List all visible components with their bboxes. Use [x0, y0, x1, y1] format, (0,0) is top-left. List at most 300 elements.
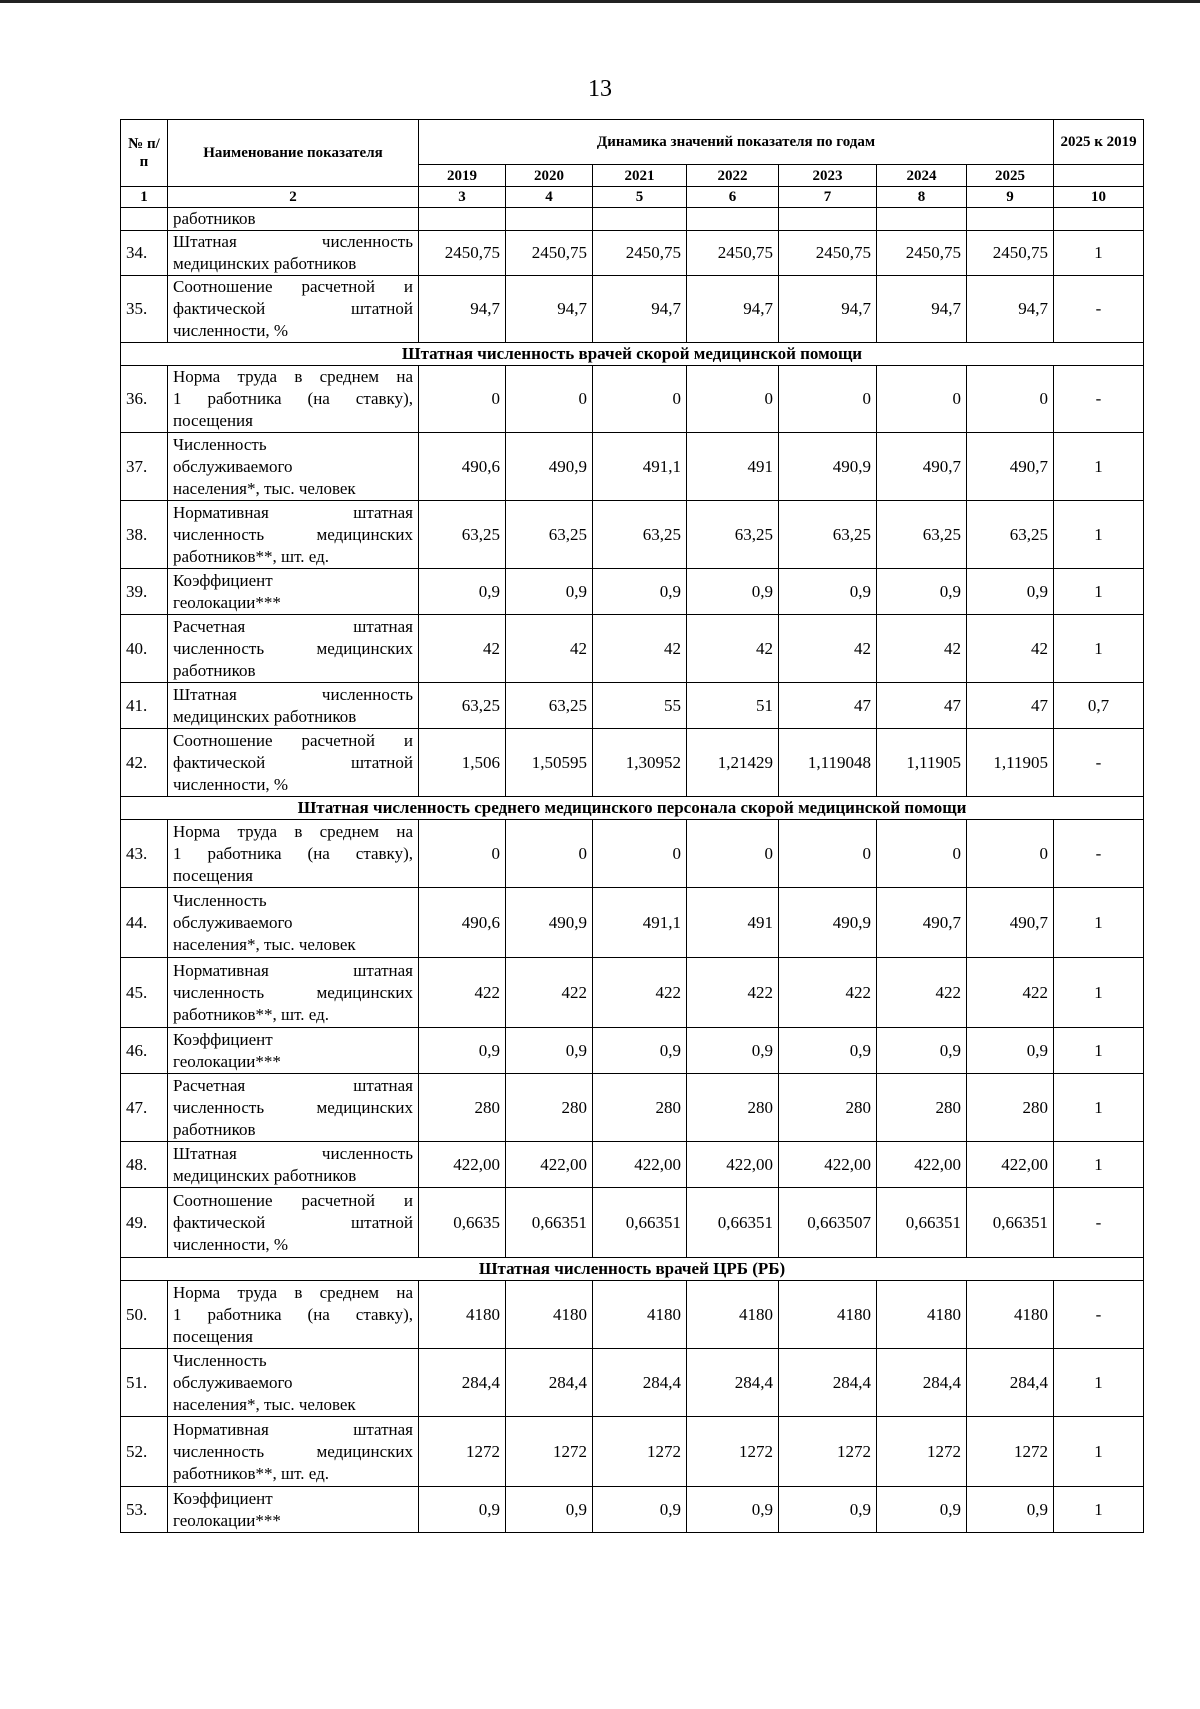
value-cell: 63,25: [593, 501, 687, 569]
value-cell: 491,1: [593, 433, 687, 501]
value-cell: 94,7: [779, 276, 877, 343]
indicator-name-line: Расчетная штатная: [173, 616, 413, 636]
ratio-cell: -: [1054, 1188, 1144, 1258]
value-cell: [506, 208, 593, 231]
ratio-cell: 1: [1054, 1074, 1144, 1142]
indicator-name-line: Штатная численность: [173, 232, 413, 251]
ratio-cell: 1: [1054, 1028, 1144, 1074]
indicator-name-line: численности, %: [173, 321, 289, 340]
row-number: 53.: [121, 1487, 168, 1533]
value-cell: 0,9: [506, 1028, 593, 1074]
table-row: [121, 1142, 1144, 1188]
indicator-name: [168, 958, 419, 1028]
value-cell: [779, 208, 877, 231]
value-cell: 63,25: [506, 683, 593, 729]
value-cell: 0,66351: [687, 1188, 779, 1258]
indicator-name-line: численность медицинских: [173, 1441, 413, 1461]
value-cell: 1,11905: [877, 729, 967, 797]
value-cell: 490,7: [877, 433, 967, 501]
indicator-name-line: Численность: [173, 890, 267, 910]
indicator-name-line: численности, %: [173, 774, 289, 794]
value-cell: 42: [967, 615, 1054, 683]
indicator-name-line: Норма труда в среднем на: [173, 367, 413, 386]
column-number: 1: [121, 187, 168, 208]
ratio-cell: 0,7: [1054, 683, 1144, 729]
value-cell: 0: [419, 366, 506, 433]
value-cell: 0,9: [967, 1028, 1054, 1074]
value-cell: 0: [593, 820, 687, 888]
value-cell: 42: [779, 615, 877, 683]
indicator-name-line: Нормативная штатная: [173, 502, 413, 522]
indicator-name-line: населения*, тыс. человек: [173, 934, 356, 954]
value-cell: 490,6: [419, 888, 506, 958]
value-cell: 4180: [877, 1281, 967, 1349]
value-cell: 284,4: [967, 1349, 1054, 1417]
value-cell: 1272: [506, 1417, 593, 1487]
indicator-name-line: обслуживаемого: [173, 456, 293, 476]
value-cell: [877, 208, 967, 231]
value-cell: 42: [419, 615, 506, 683]
indicator-name-line: Нормативная штатная: [173, 1419, 413, 1439]
value-cell: 280: [506, 1074, 593, 1142]
value-cell: 2450,75: [779, 231, 877, 276]
value-cell: 0,9: [877, 1028, 967, 1074]
row-number: 51.: [121, 1349, 168, 1417]
indicator-name: [168, 729, 419, 797]
table-row: [121, 1281, 1144, 1349]
indicator-name-line: геолокации***: [173, 1510, 281, 1530]
value-cell: 63,25: [779, 501, 877, 569]
indicator-name-line: Норма труда в среднем на: [173, 1282, 413, 1302]
ratio-cell: -: [1054, 366, 1144, 433]
value-cell: 490,9: [779, 433, 877, 501]
row-number: 44.: [121, 888, 168, 958]
indicator-name-line: Коэффициент: [173, 1029, 273, 1049]
indicator-name: [168, 1142, 419, 1188]
indicator-name: [168, 208, 419, 231]
indicator-name: [168, 1349, 419, 1417]
value-cell: 4180: [967, 1281, 1054, 1349]
table-row: [121, 433, 1144, 501]
row-number: 47.: [121, 1074, 168, 1142]
ratio-cell: 1: [1054, 615, 1144, 683]
value-cell: 280: [877, 1074, 967, 1142]
indicator-name-line: 1 работника (на ставку),: [173, 843, 413, 863]
value-cell: 491,1: [593, 888, 687, 958]
value-cell: 0,9: [779, 569, 877, 615]
value-cell: 422: [779, 958, 877, 1028]
value-cell: 280: [593, 1074, 687, 1142]
value-cell: 63,25: [967, 501, 1054, 569]
value-cell: 63,25: [687, 501, 779, 569]
section-title: Штатная численность среднего медицинского персонала скорой медицинской помощи: [121, 797, 1144, 820]
row-number: 36.: [121, 366, 168, 433]
table-row: [121, 1188, 1144, 1258]
indicator-name-line: медицинских работников: [173, 254, 357, 273]
value-cell: 2450,75: [506, 231, 593, 276]
value-cell: 55: [593, 683, 687, 729]
row-number: 42.: [121, 729, 168, 797]
table-row: [121, 1074, 1144, 1142]
ratio-cell: 1: [1054, 501, 1144, 569]
table-row: [121, 820, 1144, 888]
table-row: [121, 1028, 1144, 1074]
header-year: 2019: [419, 165, 506, 187]
ratio-cell: 1: [1054, 1487, 1144, 1533]
row-number: 38.: [121, 501, 168, 569]
value-cell: 491: [687, 888, 779, 958]
value-cell: 0,66351: [877, 1188, 967, 1258]
value-cell: 1,21429: [687, 729, 779, 797]
indicator-name-line: геолокации***: [173, 1051, 281, 1071]
page-top-border: [0, 0, 1200, 3]
value-cell: 0,66351: [506, 1188, 593, 1258]
value-cell: 280: [967, 1074, 1054, 1142]
indicator-name-line: Соотношение расчетной и: [173, 1190, 413, 1210]
value-cell: 0: [779, 366, 877, 433]
value-cell: 422: [687, 958, 779, 1028]
indicator-name-line: обслуживаемого: [173, 912, 293, 932]
value-cell: 0,9: [779, 1028, 877, 1074]
ratio-cell: 1: [1054, 958, 1144, 1028]
value-cell: 47: [779, 683, 877, 729]
indicator-name-line: Нормативная штатная: [173, 960, 413, 980]
value-cell: 42: [593, 615, 687, 683]
value-cell: 0: [877, 820, 967, 888]
value-cell: 1272: [687, 1417, 779, 1487]
indicator-name-line: работников: [173, 209, 256, 228]
table-row: [121, 729, 1144, 797]
value-cell: 1272: [967, 1417, 1054, 1487]
value-cell: 0: [593, 366, 687, 433]
table-row: [121, 1417, 1144, 1487]
column-number: 6: [687, 187, 779, 208]
column-number: 9: [967, 187, 1054, 208]
value-cell: 0,9: [687, 1487, 779, 1533]
section-title: Штатная численность врачей ЦРБ (РБ): [121, 1258, 1144, 1281]
value-cell: 422: [419, 958, 506, 1028]
indicator-name: [168, 683, 419, 729]
indicator-name: [168, 888, 419, 958]
value-cell: 422: [967, 958, 1054, 1028]
value-cell: 4180: [779, 1281, 877, 1349]
indicator-name: [168, 433, 419, 501]
value-cell: 422,00: [506, 1142, 593, 1188]
ratio-cell: 1: [1054, 433, 1144, 501]
column-number: 3: [419, 187, 506, 208]
value-cell: 42: [506, 615, 593, 683]
value-cell: 0,66351: [967, 1188, 1054, 1258]
ratio-cell: -: [1054, 820, 1144, 888]
value-cell: 284,4: [506, 1349, 593, 1417]
value-cell: 490,9: [506, 433, 593, 501]
indicator-name-line: посещения: [173, 1326, 253, 1346]
value-cell: 47: [967, 683, 1054, 729]
value-cell: 63,25: [419, 683, 506, 729]
ratio-cell: -: [1054, 276, 1144, 343]
indicator-name-line: фактической штатной: [173, 299, 413, 318]
table-row: [121, 958, 1144, 1028]
ratio-cell: [1054, 208, 1144, 231]
value-cell: 0,9: [419, 1487, 506, 1533]
ratio-cell: 1: [1054, 569, 1144, 615]
value-cell: 0,9: [687, 569, 779, 615]
row-number: 40.: [121, 615, 168, 683]
value-cell: 63,25: [877, 501, 967, 569]
value-cell: 0,9: [419, 569, 506, 615]
value-cell: 490,7: [967, 888, 1054, 958]
value-cell: 0: [687, 820, 779, 888]
table-row: [121, 1487, 1144, 1533]
indicator-name-line: геолокации***: [173, 592, 281, 612]
value-cell: 63,25: [506, 501, 593, 569]
indicator-name-line: численность медицинских: [173, 982, 413, 1002]
value-cell: 284,4: [593, 1349, 687, 1417]
value-cell: 422,00: [877, 1142, 967, 1188]
value-cell: 422: [877, 958, 967, 1028]
value-cell: 2450,75: [419, 231, 506, 276]
ratio-cell: 1: [1054, 1142, 1144, 1188]
indicator-name-line: Штатная численность: [173, 1143, 413, 1163]
value-cell: 280: [779, 1074, 877, 1142]
indicator-name-line: Соотношение расчетной и: [173, 277, 413, 296]
value-cell: 490,9: [506, 888, 593, 958]
value-cell: [687, 208, 779, 231]
value-cell: 0: [967, 820, 1054, 888]
value-cell: 1272: [419, 1417, 506, 1487]
indicator-name-line: численности, %: [173, 1234, 289, 1254]
indicator-table: [120, 119, 1144, 1533]
value-cell: 0,6635: [419, 1188, 506, 1258]
indicator-name-line: Численность: [173, 1350, 267, 1370]
indicator-name-line: работников: [173, 1119, 256, 1139]
row-number: 52.: [121, 1417, 168, 1487]
indicator-name-line: 1 работника (на ставку),: [173, 1304, 413, 1324]
indicator-name-line: фактической штатной: [173, 752, 413, 772]
table-row: [121, 208, 1144, 231]
header-year: 2024: [877, 165, 967, 187]
indicator-name: [168, 1487, 419, 1533]
indicator-name-line: работников**, шт. ед.: [173, 546, 329, 566]
header-year: 2025: [967, 165, 1054, 187]
indicator-name-line: численность медицинских: [173, 524, 413, 544]
value-cell: 0,9: [593, 1487, 687, 1533]
value-cell: 94,7: [506, 276, 593, 343]
value-cell: 0,9: [419, 1028, 506, 1074]
value-cell: 2450,75: [967, 231, 1054, 276]
value-cell: 42: [877, 615, 967, 683]
section-header-row: [121, 343, 1144, 366]
value-cell: 51: [687, 683, 779, 729]
section-title: Штатная численность врачей скорой медицинской помощи: [121, 343, 1144, 366]
section-header-row: [121, 1258, 1144, 1281]
ratio-cell: -: [1054, 1281, 1144, 1349]
indicator-name-line: Соотношение расчетной и: [173, 730, 413, 750]
value-cell: 491: [687, 433, 779, 501]
indicator-name-line: Коэффициент: [173, 1488, 273, 1508]
indicator-name-line: населения*, тыс. человек: [173, 478, 356, 498]
value-cell: 422,00: [593, 1142, 687, 1188]
indicator-name-line: посещения: [173, 411, 253, 430]
value-cell: 1272: [593, 1417, 687, 1487]
value-cell: 0,9: [967, 1487, 1054, 1533]
value-cell: 0: [877, 366, 967, 433]
ratio-cell: -: [1054, 729, 1144, 797]
ratio-cell: 1: [1054, 1417, 1144, 1487]
value-cell: 94,7: [419, 276, 506, 343]
indicator-name-line: численность медицинских: [173, 1097, 413, 1117]
value-cell: 422,00: [687, 1142, 779, 1188]
header-year: 2022: [687, 165, 779, 187]
column-number: 2: [168, 187, 419, 208]
indicator-name: [168, 501, 419, 569]
ratio-cell: 1: [1054, 231, 1144, 276]
value-cell: 63,25: [419, 501, 506, 569]
value-cell: 42: [687, 615, 779, 683]
indicator-name: [168, 366, 419, 433]
indicator-name-line: населения*, тыс. человек: [173, 1394, 356, 1414]
value-cell: 490,9: [779, 888, 877, 958]
value-cell: 4180: [687, 1281, 779, 1349]
indicator-name: [168, 1074, 419, 1142]
value-cell: 0,663507: [779, 1188, 877, 1258]
indicator-name-line: Расчетная штатная: [173, 1075, 413, 1095]
indicator-name-line: работников: [173, 660, 256, 680]
header-year: 2020: [506, 165, 593, 187]
indicator-name-line: работников**, шт. ед.: [173, 1004, 329, 1024]
indicator-name: [168, 615, 419, 683]
value-cell: 1272: [779, 1417, 877, 1487]
value-cell: 422,00: [419, 1142, 506, 1188]
value-cell: 4180: [419, 1281, 506, 1349]
value-cell: 280: [419, 1074, 506, 1142]
indicator-name-line: численность медицинских: [173, 638, 413, 658]
row-number: 43.: [121, 820, 168, 888]
header-ratio-empty: [1054, 165, 1144, 187]
value-cell: 0: [419, 820, 506, 888]
value-cell: [967, 208, 1054, 231]
row-number: 37.: [121, 433, 168, 501]
column-number: 7: [779, 187, 877, 208]
value-cell: 0,9: [877, 1487, 967, 1533]
table-row: [121, 231, 1144, 276]
value-cell: 422: [593, 958, 687, 1028]
value-cell: 490,7: [877, 888, 967, 958]
ratio-cell: 1: [1054, 888, 1144, 958]
value-cell: 0: [779, 820, 877, 888]
table-row: [121, 569, 1144, 615]
indicator-name-line: работников**, шт. ед.: [173, 1463, 329, 1483]
header-ratio: 2025 к 2019: [1054, 120, 1144, 165]
value-cell: 0,9: [593, 569, 687, 615]
indicator-name: [168, 569, 419, 615]
table-row: [121, 615, 1144, 683]
indicator-name: [168, 1028, 419, 1074]
table-body: [121, 208, 1144, 1533]
row-number: 34.: [121, 231, 168, 276]
indicator-name-line: Штатная численность: [173, 684, 413, 704]
value-cell: 1,11905: [967, 729, 1054, 797]
value-cell: 94,7: [877, 276, 967, 343]
value-cell: 4180: [506, 1281, 593, 1349]
row-number: 39.: [121, 569, 168, 615]
value-cell: 490,7: [967, 433, 1054, 501]
table-row: [121, 683, 1144, 729]
indicator-name-line: Численность: [173, 434, 267, 454]
value-cell: 422,00: [967, 1142, 1054, 1188]
indicator-name-line: Коэффициент: [173, 570, 273, 590]
indicator-name-line: 1 работника (на ставку),: [173, 389, 413, 408]
row-number: 50.: [121, 1281, 168, 1349]
column-number: 10: [1054, 187, 1144, 208]
value-cell: 0,9: [877, 569, 967, 615]
value-cell: 2450,75: [593, 231, 687, 276]
header-year: 2021: [593, 165, 687, 187]
value-cell: 284,4: [877, 1349, 967, 1417]
indicator-name-line: Норма труда в среднем на: [173, 821, 413, 841]
row-number: 49.: [121, 1188, 168, 1258]
indicator-name: [168, 1281, 419, 1349]
value-cell: 0: [506, 366, 593, 433]
indicator-name-line: обслуживаемого: [173, 1372, 293, 1392]
page-number: 13: [588, 76, 612, 102]
table-row: [121, 366, 1144, 433]
row-number: 48.: [121, 1142, 168, 1188]
header-dynamics: Динамика значений показателя по годам: [419, 120, 1054, 165]
value-cell: 0,9: [687, 1028, 779, 1074]
header-num: № п/п: [121, 120, 168, 187]
value-cell: 0: [967, 366, 1054, 433]
row-number: 41.: [121, 683, 168, 729]
table-header: [121, 120, 1144, 208]
indicator-name-line: медицинских работников: [173, 706, 357, 726]
value-cell: 2450,75: [687, 231, 779, 276]
value-cell: 0,9: [779, 1487, 877, 1533]
value-cell: 47: [877, 683, 967, 729]
indicator-name-line: медицинских работников: [173, 1165, 357, 1185]
value-cell: 0: [687, 366, 779, 433]
value-cell: 2450,75: [877, 231, 967, 276]
value-cell: 284,4: [687, 1349, 779, 1417]
indicator-name: [168, 820, 419, 888]
value-cell: 94,7: [593, 276, 687, 343]
header-name: Наименование показателя: [168, 120, 419, 187]
indicator-name-line: посещения: [173, 865, 253, 885]
column-number: 8: [877, 187, 967, 208]
row-number: 45.: [121, 958, 168, 1028]
indicator-name: [168, 1188, 419, 1258]
value-cell: 94,7: [967, 276, 1054, 343]
indicator-name-line: фактической штатной: [173, 1212, 413, 1232]
section-header-row: [121, 797, 1144, 820]
table-row: [121, 501, 1144, 569]
ratio-cell: 1: [1054, 1349, 1144, 1417]
value-cell: 4180: [593, 1281, 687, 1349]
row-number: 35.: [121, 276, 168, 343]
value-cell: 0,9: [506, 569, 593, 615]
value-cell: 280: [687, 1074, 779, 1142]
value-cell: 0,66351: [593, 1188, 687, 1258]
value-cell: 1,30952: [593, 729, 687, 797]
indicator-name: [168, 231, 419, 276]
row-number: [121, 208, 168, 231]
value-cell: 284,4: [779, 1349, 877, 1417]
value-cell: 0,9: [593, 1028, 687, 1074]
value-cell: 490,6: [419, 433, 506, 501]
column-number: 5: [593, 187, 687, 208]
value-cell: [593, 208, 687, 231]
indicator-name: [168, 276, 419, 343]
